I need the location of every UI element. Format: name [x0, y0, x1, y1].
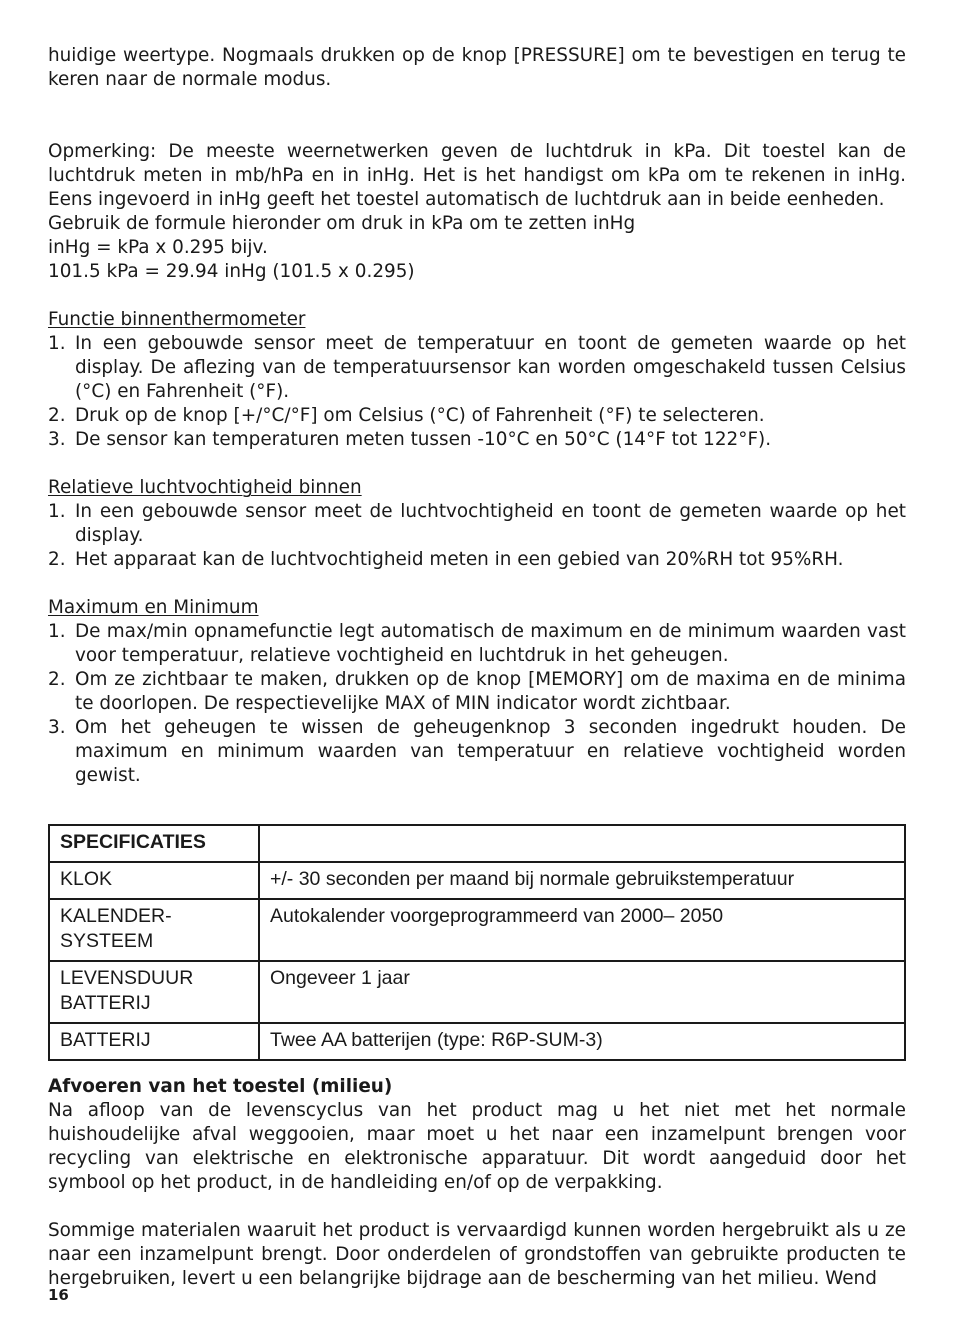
table-cell-label: BATTERIJ	[49, 1023, 259, 1060]
table-row	[49, 1023, 905, 1060]
list-item: 3. Om het geheugen te wissen de geheugenknop 3 seconden ingedrukt houden. De maximum en minimum waarden van temperatuur en relatieve vochtigheid worden gewist.	[48, 717, 906, 786]
specifications-table	[48, 824, 906, 1061]
maxmin-heading: Maximum en Minimum	[48, 597, 259, 618]
disposal-paragraph-1: Na afloop van de levenscyclus van het product mag u het niet met het normale huishoudelijke afval weggooien, maar moet u het naar een inzamelpunt brengen voor recycling van elektrische en elektronische apparatuur. Dit wordt aangeduid door het symbool op het product, in de handleiding en/of op de verpakking.	[48, 1100, 906, 1193]
table-row	[49, 961, 905, 1023]
table-cell-label: KALENDER- SYSTEEM	[49, 899, 259, 961]
table-cell-value: Twee AA batterijen (type: R6P-SUM-3)	[259, 1023, 905, 1060]
page-number: 16	[48, 1286, 69, 1304]
list-item: 2. Druk op de knop [+/°C/°F] om Celsius (°C) of Fahrenheit (°F) te selecteren.	[48, 405, 765, 426]
table-cell-value: Autokalender voorgeprogrammeerd van 2000– 2050	[259, 899, 905, 961]
table-cell-label: LEVENSDUUR BATTERIJ	[49, 961, 259, 1023]
humidity-heading: Relatieve luchtvochtigheid binnen	[48, 477, 362, 498]
maxmin-list	[48, 620, 906, 788]
table-header-cell	[259, 825, 905, 862]
formula-line: inHg = kPa x 0.295 bijv.	[48, 237, 268, 258]
thermometer-heading: Functie binnenthermometer	[48, 309, 306, 330]
disposal-paragraph-2: Sommige materialen waaruit het product is vervaardigd kunnen worden hergebruikt als u ze naar een inzamelpunt brengt. Door onderdelen of grondstoffen van gebruikte producten te hergebruiken, levert u een belangrijke bijdrage aan de bescherming van het milieu. Wend	[48, 1220, 906, 1289]
table-row	[49, 899, 905, 961]
table-cell-value: Ongeveer 1 jaar	[259, 961, 905, 1023]
table-row	[49, 862, 905, 899]
list-item: 2. Om ze zichtbaar te maken, drukken op de knop [MEMORY] om de maxima en de minima te doorlopen. De respectievelijke MAX of MIN indicator wordt zichtbaar.	[48, 669, 906, 714]
list-item: 3. De sensor kan temperaturen meten tussen -10°C en 50°C (14°F tot 122°F).	[48, 429, 772, 450]
formula-example: 101.5 kPa = 29.94 inHg (101.5 x 0.295)	[48, 261, 415, 282]
list-item: 1. De max/min opnamefunctie legt automatisch de maximum en de minimum waarden vast voor temperatuur, relatieve vochtigheid en luchtdruk in het geheugen.	[48, 621, 906, 666]
intro-paragraph: huidige weertype. Nogmaals drukken op de knop [PRESSURE] om te bevestigen en terug te keren naar de normale modus.	[48, 45, 906, 90]
note-paragraph: Opmerking: De meeste weernetwerken geven de luchtdruk in kPa. Dit toestel kan de luchtdruk meten in mb/hPa en in inHg. Het is het handigst om kPa om te rekenen in inHg. Eens ingevoerd in inHg geeft het toestel automatisch de luchtdruk aan in beide eenheden.	[48, 141, 906, 210]
table-header-cell: SPECIFICATIES	[49, 825, 259, 862]
humidity-list	[48, 500, 906, 572]
table-cell-value: +/- 30 seconden per maand bij normale gebruikstemperatuur	[259, 862, 905, 899]
list-item: 1. In een gebouwde sensor meet de temperatuur en toont de gemeten waarde op het display. De aflezing van de temperatuursensor kan worden omgeschakeld tussen Celsius (°C) en Fahrenheit (°F).	[48, 333, 906, 402]
list-item: 2. Het apparaat kan de luchtvochtigheid meten in een gebied van 20%RH tot 95%RH.	[48, 549, 844, 570]
page-content	[48, 44, 906, 1291]
thermometer-list	[48, 332, 906, 452]
disposal-heading: Afvoeren van het toestel (milieu)	[48, 1076, 393, 1097]
list-item: 1. In een gebouwde sensor meet de luchtvochtigheid en toont de gemeten waarde op het display.	[48, 501, 906, 546]
table-cell-label: KLOK	[49, 862, 259, 899]
formula-intro: Gebruik de formule hieronder om druk in kPa om te zetten inHg	[48, 213, 636, 234]
table-header-row	[49, 825, 905, 862]
